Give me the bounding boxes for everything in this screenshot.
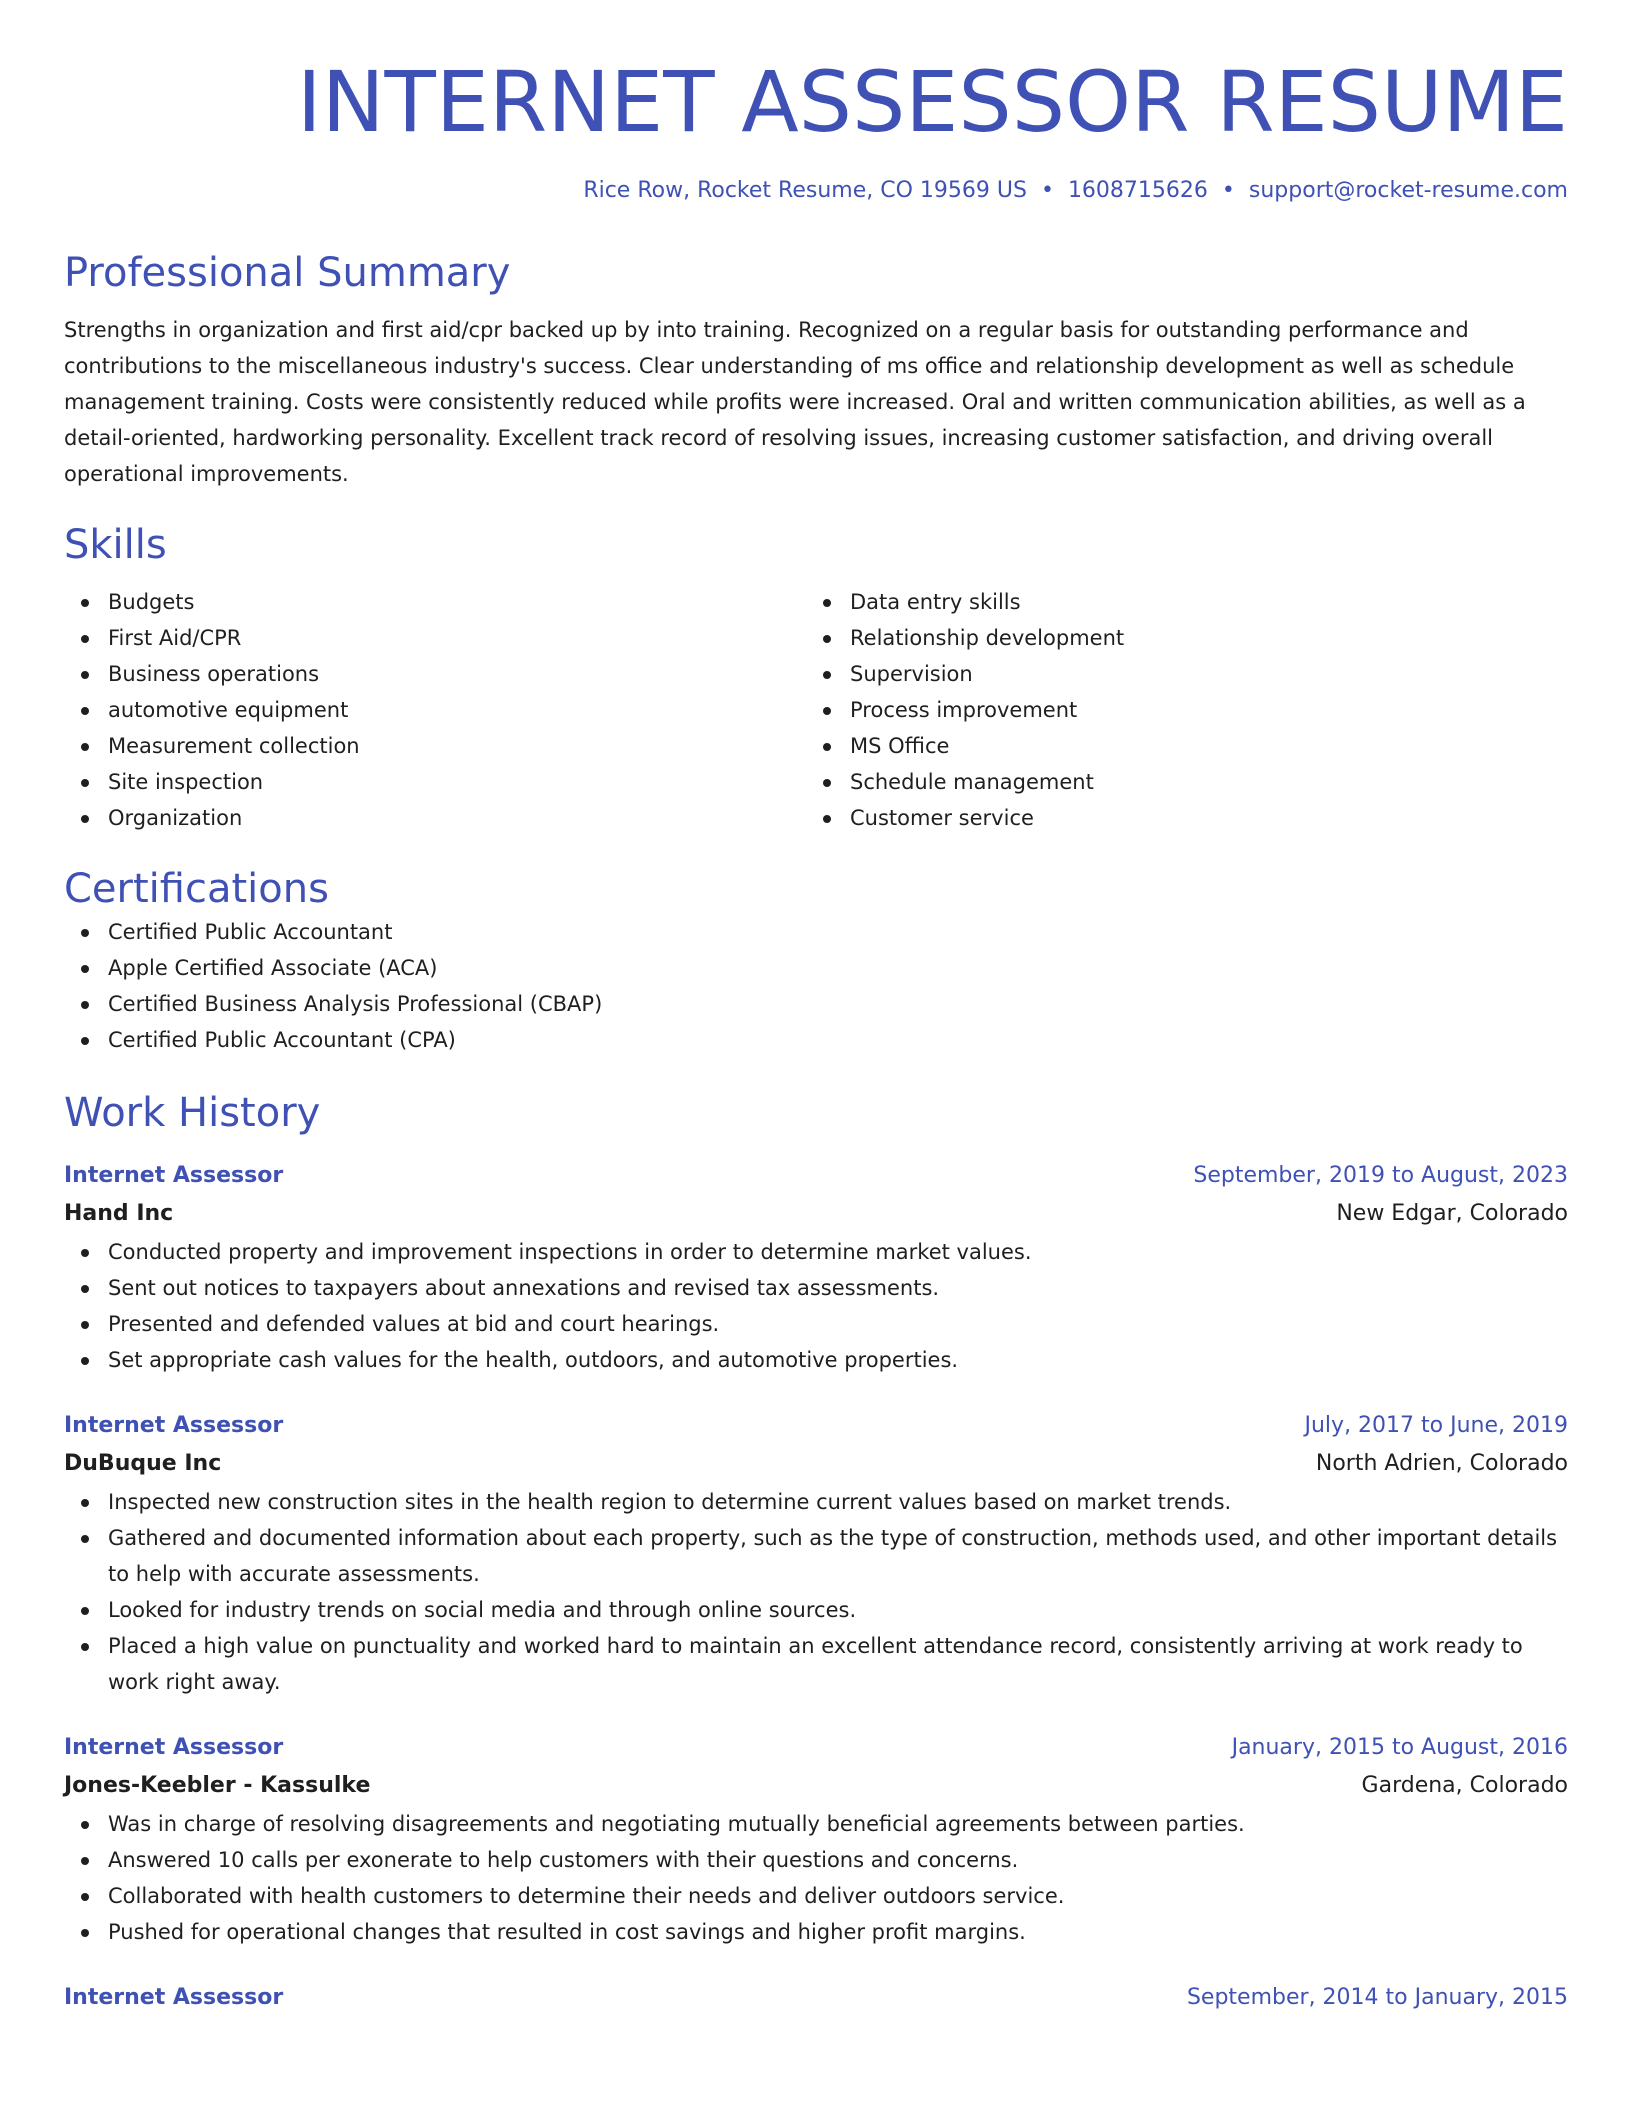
resume-title: INTERNET ASSESSOR RESUME	[296, 53, 1568, 151]
job-header-row	[64, 1730, 1568, 1766]
job-location: Gardena, Colorado	[1361, 1773, 1568, 1798]
skill-item: Data entry skills	[806, 584, 1548, 620]
skill-item: Organization	[64, 800, 806, 836]
skill-item: Schedule management	[806, 764, 1548, 800]
contact-separator: •	[1040, 178, 1054, 203]
job-bullet: Answered 10 calls per exonerate to help customers with their questions and concerns.	[64, 1842, 1568, 1878]
job-company: Jones-Keebler - Kassulke	[64, 1773, 371, 1798]
job-entry	[64, 1158, 1568, 1378]
job-company: Hand Inc	[64, 1201, 174, 1226]
job-entry	[64, 1730, 1568, 1950]
job-dates: January, 2015 to August, 2016	[1231, 1735, 1568, 1760]
skill-item: Budgets	[64, 584, 806, 620]
job-dates: September, 2019 to August, 2023	[1193, 1163, 1568, 1188]
job-header-row	[64, 1980, 1568, 2016]
job-title: Internet Assessor	[64, 1163, 284, 1188]
skill-item: Site inspection	[64, 764, 806, 800]
skill-item: Relationship development	[806, 620, 1548, 656]
skill-item: Supervision	[806, 656, 1548, 692]
job-company-row	[64, 1194, 1568, 1234]
job-bullet: Was in charge of resolving disagreements and negotiating mutually beneficial agreements between parties.	[64, 1806, 1568, 1842]
certification-item: Certified Business Analysis Professional (CBAP)	[64, 986, 1568, 1022]
job-company: DuBuque Inc	[64, 1451, 222, 1476]
skill-item: MS Office	[806, 728, 1548, 764]
resume-page	[64, 0, 1568, 2016]
skill-item: automotive equipment	[64, 692, 806, 728]
job-bullet: Placed a high value on punctuality and worked hard to maintain an excellent attendance record, consistently arriving at work ready to work right away.	[64, 1628, 1568, 1700]
job-bullet: Presented and defended values at bid and court hearings.	[64, 1306, 1568, 1342]
contact-line	[64, 176, 1568, 206]
job-bullet: Sent out notices to taxpayers about annexations and revised tax assessments.	[64, 1270, 1568, 1306]
job-location: North Adrien, Colorado	[1315, 1451, 1568, 1476]
contact-email: support@rocket-resume.com	[1248, 178, 1568, 203]
job-responsibilities	[64, 1484, 1568, 1700]
skill-item: First Aid/CPR	[64, 620, 806, 656]
certifications-heading: Certifications	[64, 866, 329, 912]
job-entry	[64, 1408, 1568, 1700]
skills-column-right	[806, 584, 1548, 836]
skills-list-right	[806, 584, 1548, 836]
certifications-list	[64, 914, 1568, 1058]
skill-item: Customer service	[806, 800, 1548, 836]
work-history-heading: Work History	[64, 1090, 321, 1136]
summary-heading: Professional Summary	[64, 250, 511, 296]
contact-separator: •	[1221, 178, 1235, 203]
skill-item: Business operations	[64, 656, 806, 692]
contact-phone: 1608715626	[1067, 178, 1208, 203]
job-bullet: Set appropriate cash values for the health, outdoors, and automotive properties.	[64, 1342, 1568, 1378]
job-title: Internet Assessor	[64, 1413, 284, 1438]
skills-heading: Skills	[64, 522, 167, 568]
job-bullet: Collaborated with health customers to determine their needs and deliver outdoors service.	[64, 1878, 1568, 1914]
job-dates: July, 2017 to June, 2019	[1304, 1413, 1568, 1438]
skills-grid	[64, 584, 1568, 836]
job-location: New Edgar, Colorado	[1336, 1201, 1568, 1226]
job-title: Internet Assessor	[64, 1985, 284, 2010]
certification-item: Apple Certified Associate (ACA)	[64, 950, 1568, 986]
job-responsibilities	[64, 1806, 1568, 1950]
job-dates: September, 2014 to January, 2015	[1186, 1985, 1568, 2010]
job-bullet: Inspected new construction sites in the health region to determine current values based on market trends.	[64, 1484, 1568, 1520]
certification-item: Certified Public Accountant	[64, 914, 1568, 950]
job-company-row	[64, 1444, 1568, 1484]
job-bullet: Looked for industry trends on social media and through online sources.	[64, 1592, 1568, 1628]
job-header-row	[64, 1158, 1568, 1194]
skills-column-left	[64, 584, 806, 836]
job-company-row	[64, 1766, 1568, 1806]
job-title: Internet Assessor	[64, 1735, 284, 1760]
summary-text: Strengths in organization and first aid/cpr backed up by into training. Recognized on a regular basis for outstanding performance and contributions to the miscellaneous industry's success. Clear understanding of ms office and relationship development as well as schedule management training. Costs were consistently reduced while profits were increased. Oral and written communication abilities, as well as a detail-oriented, hardworking personality. Excellent track record of resolving issues, increasing customer satisfaction, and driving overall operational improvements.	[64, 318, 1526, 486]
job-bullet: Pushed for operational changes that resulted in cost savings and higher profit margins.	[64, 1914, 1568, 1950]
certification-item: Certified Public Accountant (CPA)	[64, 1022, 1568, 1058]
skill-item: Process improvement	[806, 692, 1548, 728]
skill-item: Measurement collection	[64, 728, 806, 764]
contact-address: Rice Row, Rocket Resume, CO 19569 US	[583, 178, 1027, 203]
job-entry	[64, 1980, 1568, 2016]
job-responsibilities	[64, 1234, 1568, 1378]
skills-list-left	[64, 584, 806, 836]
job-bullet: Gathered and documented information about each property, such as the type of construction, methods used, and other important details to help with accurate assessments.	[64, 1520, 1568, 1592]
job-bullet: Conducted property and improvement inspections in order to determine market values.	[64, 1234, 1568, 1270]
job-header-row	[64, 1408, 1568, 1444]
